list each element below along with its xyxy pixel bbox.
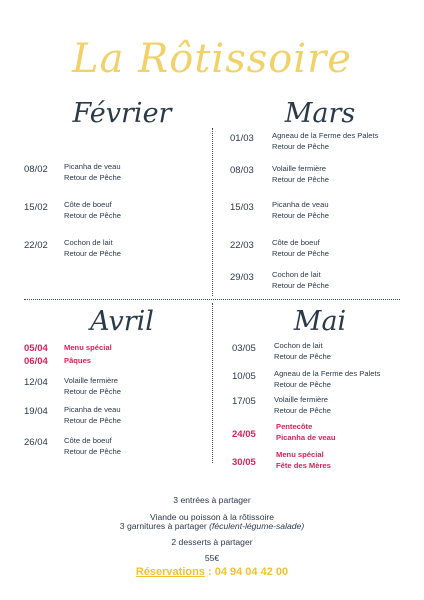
month-heading-fevrier: Février	[72, 98, 172, 129]
month-heading-avril: Avril	[90, 306, 154, 337]
dish-avril-1: Volaille fermière Retour de Pêche	[64, 376, 121, 396]
date-fevrier-1: 08/02	[24, 164, 48, 175]
dish-avril-3: Côte de boeuf Retour de Pêche	[64, 436, 121, 456]
dish-mars-2: Volaille fermière Retour de Pêche	[272, 164, 329, 184]
footer-garnitures: 3 garnitures à partager (féculent-légume-salade)	[119, 521, 305, 531]
dish-mars-1: Agneau de la Ferme des Palets Retour de Pêche	[272, 131, 379, 151]
date-avril-special-2: 06/04	[24, 356, 48, 367]
date-mars-2: 08/03	[230, 165, 254, 176]
dish-fevrier-3: Cochon de lait Retour de Pêche	[64, 238, 121, 258]
footer-desserts: 2 desserts à partager	[171, 537, 253, 547]
dish-mai-special-1: Pentecôte Picanha de veau	[276, 422, 336, 442]
dish-mai-special-2: Menu spécial Fête des Mères	[276, 450, 331, 470]
date-mars-1: 01/03	[230, 133, 254, 144]
dish-mars-5: Cochon de lait Retour de Pêche	[272, 270, 329, 290]
dish-avril-2: Picanha de veau Retour de Pêche	[64, 405, 121, 425]
date-mars-4: 22/03	[230, 240, 254, 251]
vertical-divider-top	[212, 128, 213, 296]
date-mai-special-1: 24/05	[232, 429, 256, 440]
date-avril-special-1: 05/04	[24, 343, 48, 354]
month-heading-mars: Mars	[284, 98, 356, 129]
dish-mars-3: Picanha de veau Retour de Pêche	[272, 200, 329, 220]
footer-entrees: 3 entrées à partager	[173, 495, 251, 505]
date-avril-3: 26/04	[24, 437, 48, 448]
month-heading-mai: Mai	[293, 306, 347, 337]
date-mai-1: 03/05	[232, 343, 256, 354]
dish-avril-special: Menu spécial Pâques	[64, 343, 112, 365]
dish-fevrier-2: Côte de boeuf Retour de Pêche	[64, 200, 121, 220]
horizontal-divider	[24, 299, 400, 300]
date-fevrier-2: 15/02	[24, 202, 48, 213]
date-fevrier-3: 22/02	[24, 240, 48, 251]
footer-price: 55€	[204, 553, 220, 563]
dish-mars-4: Côte de boeuf Retour de Pêche	[272, 238, 329, 258]
date-mai-special-2: 30/05	[232, 457, 256, 468]
reservations-line: Réservations : 04 94 04 42 00	[135, 566, 289, 578]
date-mars-3: 15/03	[230, 202, 254, 213]
page-title: La Rôtissoire	[72, 36, 352, 82]
date-mars-5: 29/03	[230, 272, 254, 283]
date-avril-2: 19/04	[24, 406, 48, 417]
dish-mai-3: Volaille fermière Retour de Pêche	[274, 395, 331, 415]
date-mai-3: 17/05	[232, 396, 256, 407]
footer-viande: Viande ou poisson à la rôtissoire	[149, 512, 275, 522]
dish-fevrier-1: Picanha de veau Retour de Pêche	[64, 162, 121, 182]
dish-mai-1: Cochon de lait Retour de Pêche	[274, 341, 331, 361]
date-mai-2: 10/05	[232, 371, 256, 382]
date-avril-1: 12/04	[24, 377, 48, 388]
vertical-divider-bottom	[212, 303, 213, 463]
dish-mai-2: Agneau de la Ferme des Palets Retour de Pêche	[274, 369, 381, 389]
